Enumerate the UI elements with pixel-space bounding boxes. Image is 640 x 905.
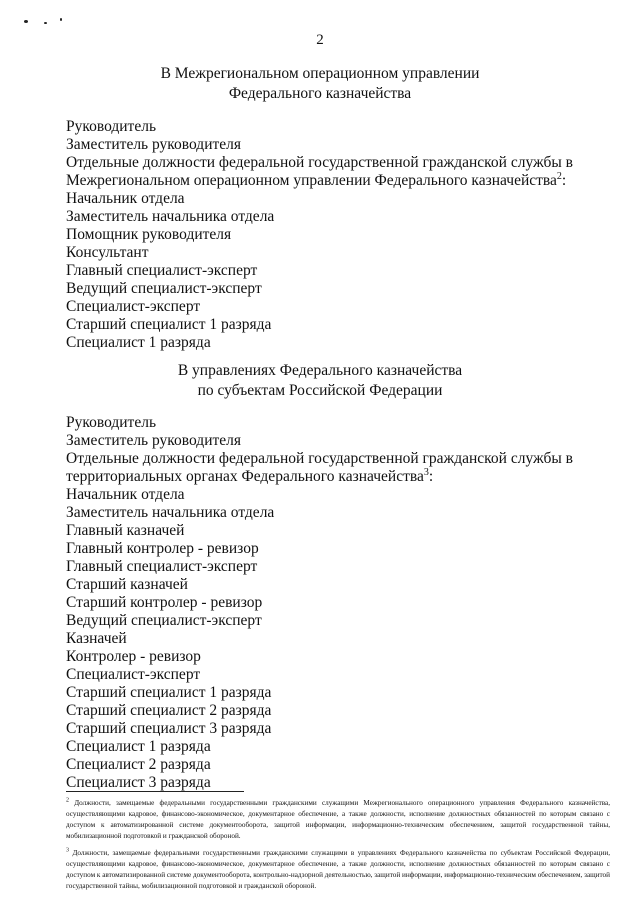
- section1-heading-line2: Федерального казначейства: [228, 85, 412, 102]
- list-item: Заместитель начальника отдела: [66, 504, 275, 521]
- group-line1: Отдельные должности федеральной государственной гражданской службы в: [66, 154, 573, 171]
- list-item: Специалист-эксперт: [66, 298, 201, 315]
- section2-heading-line2: по субъектам Российской Федерации: [197, 382, 443, 399]
- group-line2: [66, 468, 606, 486]
- group-line2-text: Межрегиональном операционном управлении Федерального казначейства: [66, 172, 557, 189]
- footnote-mark: 3: [66, 847, 69, 854]
- list-item: Специалист 1 разряда: [66, 334, 211, 351]
- list-item: Старший специалист 2 разряда: [66, 702, 272, 719]
- list-item: Руководитель: [66, 414, 157, 431]
- footnote-ref: 2: [556, 170, 562, 182]
- list-item: Главный казначей: [66, 522, 185, 539]
- footnote-ref: 3: [423, 466, 429, 478]
- footnote-text: Должности, замещаемые федеральными государственными гражданскими служащими Межрегионального операционного управления Федерального казначейства, осуществляющими кадровое, финансово-экономическое, документарное обеспечение, а также должности, исполнение должностных обязанностей по которым связано с доступом к автоматизированной системе документооборота, защитой информации, информационно-техническим обеспечением, защитой государственной тайны, мобилизационной подготовкой и гражданской обороной.: [66, 799, 610, 840]
- list-item: Консультант: [66, 244, 149, 261]
- footnote-separator: [66, 791, 244, 792]
- list-item: Старший специалист 1 разряда: [66, 316, 272, 333]
- section2-position-list: [66, 414, 606, 792]
- group-line2-text: территориальных органах Федерального казначейства: [66, 468, 424, 485]
- group-suffix: :: [561, 172, 567, 189]
- list-item: Главный специалист-эксперт: [66, 558, 258, 575]
- section1-position-list: [66, 118, 606, 352]
- list-item: Старший казначей: [66, 576, 188, 593]
- list-item: Ведущий специалист-эксперт: [66, 280, 262, 297]
- list-item: Старший специалист 3 разряда: [66, 720, 272, 737]
- list-item: Специалист 2 разряда: [66, 756, 211, 773]
- section2-heading-line1: В управлениях Федерального казначейства: [177, 362, 463, 379]
- scan-specks: [22, 14, 82, 28]
- list-item: Специалист 1 разряда: [66, 738, 211, 755]
- footnote-text: Должности, замещаемые федеральными государственными гражданскими служащими в управлениях Федерального казначейства по субъектам Российской Федерации, осуществляющими кадровое, финансово-экономическое, документарное обеспечение, а также должности, исполнение должностных обязанностей по которым связано с доступом к автоматизированной системе документооборота, контрольно-надзорной деятельностью, защитой информации, информационно-техническим обеспечением, защитой государственной тайны, мобилизационной подготовкой и гражданской обороной.: [66, 849, 610, 890]
- list-item: Главный специалист-эксперт: [66, 262, 258, 279]
- footnote-3: [66, 848, 610, 892]
- group-line1: Отдельные должности федеральной государственной гражданской службы в: [66, 450, 573, 467]
- list-item: Контролер - ревизор: [66, 648, 201, 665]
- footnote-2: [66, 798, 610, 842]
- section1-heading-line1: В Межрегиональном операционном управлении: [160, 65, 480, 82]
- list-item: Помощник руководителя: [66, 226, 232, 243]
- list-item: Начальник отдела: [66, 190, 185, 207]
- list-item-civil-service-group: [66, 450, 606, 486]
- section2-heading: [0, 361, 640, 401]
- list-item: Заместитель руководителя: [66, 432, 242, 449]
- page-number: 2: [316, 32, 324, 48]
- list-item: Заместитель начальника отдела: [66, 208, 275, 225]
- list-item: Главный контролер - ревизор: [66, 540, 259, 557]
- list-item: Казначей: [66, 630, 127, 647]
- list-item: Заместитель руководителя: [66, 136, 242, 153]
- list-item-civil-service-group: [66, 154, 606, 190]
- group-suffix: :: [428, 468, 434, 485]
- group-line2: [66, 172, 606, 190]
- list-item: Старший специалист 1 разряда: [66, 684, 272, 701]
- list-item: Руководитель: [66, 118, 157, 135]
- list-item: Специалист 3 разряда: [66, 774, 211, 791]
- list-item: Начальник отдела: [66, 486, 185, 503]
- footnote-mark: 2: [66, 797, 69, 804]
- list-item: Ведущий специалист-эксперт: [66, 612, 262, 629]
- list-item: Специалист-эксперт: [66, 666, 201, 683]
- list-item: Старший контролер - ревизор: [66, 594, 263, 611]
- section1-heading: [0, 64, 640, 104]
